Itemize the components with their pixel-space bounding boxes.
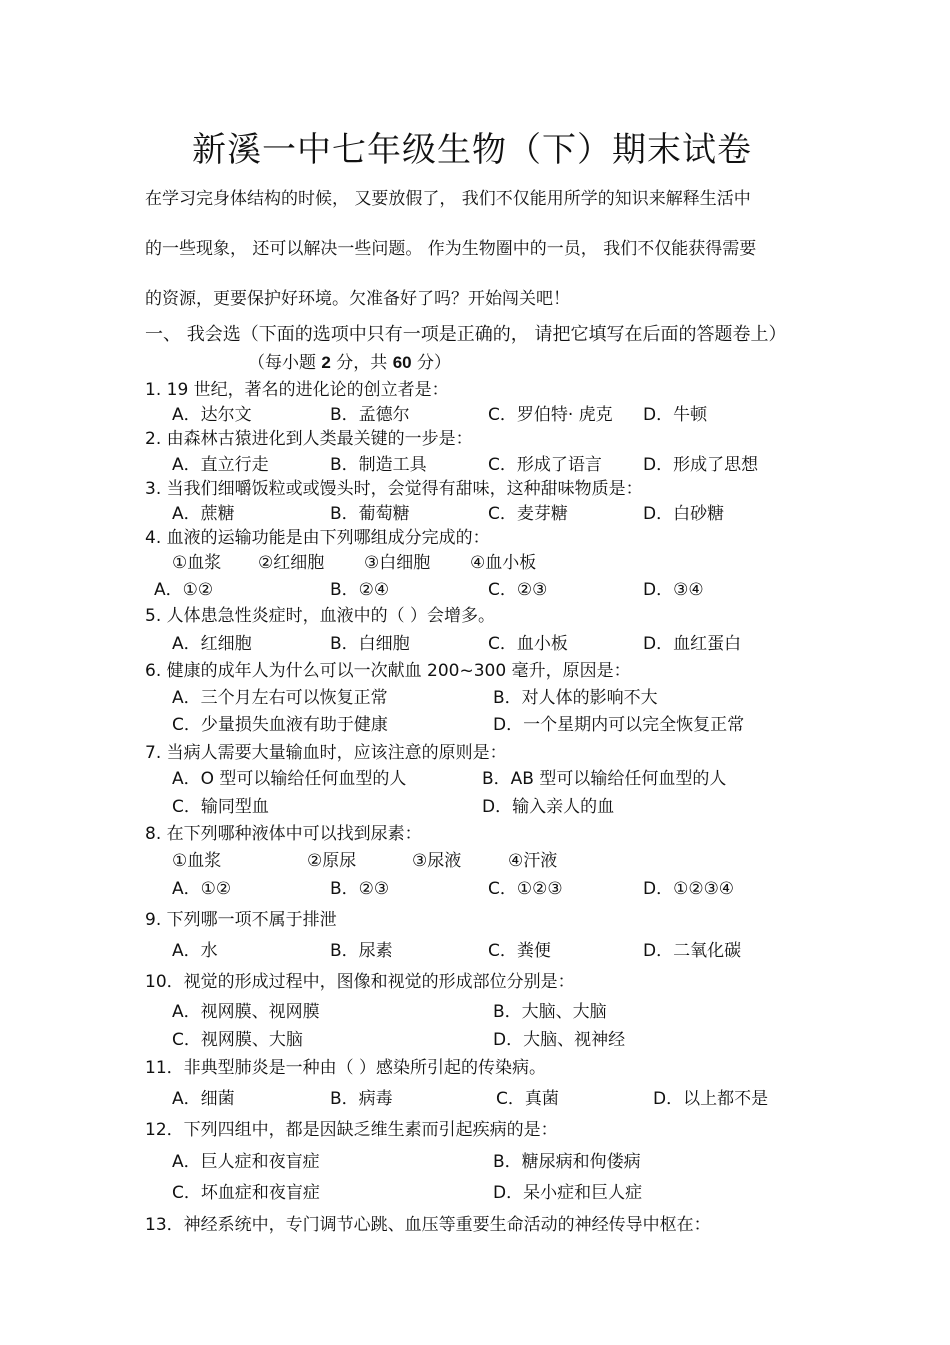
q2-option-b: B．制造工具 [330, 455, 427, 475]
question-10-stem: 10．视觉的形成过程中，图像和视觉的形成部位分别是： [145, 972, 575, 992]
q4-option-d: D．③④ [643, 580, 704, 600]
question-13-stem: 13．神经系统中，专门调节心跳、血压等重要生命活动的神经传导中枢在： [145, 1215, 711, 1235]
q9-option-d: D．二氧化碳 [643, 941, 742, 961]
q1-option-d: D．牛顿 [643, 405, 708, 425]
q4-item-1: ①血浆 [172, 553, 222, 573]
question-11-stem: 11．非典型肺炎是一种由（ ）感染所引起的传染病。 [145, 1058, 547, 1078]
q12-option-d: D．呆小症和巨人症 [493, 1183, 643, 1203]
q8-option-a: A．①② [172, 879, 232, 899]
q3-option-c: C．麦芽糖 [488, 504, 568, 524]
question-7-stem: 7. 当病人需要大量输血时，应该注意的原则是： [145, 743, 507, 763]
q4-item-3: ③白细胞 [364, 553, 431, 573]
intro-line-3: 的资源，更要保护好环境。欠准备好了吗？开始闯关吧！ [145, 289, 570, 309]
question-8-stem: 8. 在下列哪种液体中可以找到尿素： [145, 824, 422, 844]
question-3-stem: 3. 当我们细嚼饭粒或或馒头时，会觉得有甜味，这种甜味物质是： [145, 479, 643, 499]
question-9-stem: 9. 下列哪一项不属于排泄 [145, 910, 337, 930]
q3-option-d: D．白砂糖 [643, 504, 725, 524]
question-6-stem: 6. 健康的成年人为什么可以一次献血 200~300 毫升，原因是： [145, 661, 631, 681]
question-2-stem: 2. 由森林古猿进化到人类最关键的一步是： [145, 429, 473, 449]
q9-option-c: C．粪便 [488, 941, 551, 961]
q8-option-b: B．②③ [330, 879, 390, 899]
section-note: （每小题 2 分，共 60 分） [248, 353, 452, 373]
q10-option-a: A．视网膜、视网膜 [172, 1002, 320, 1022]
intro-line-1: 在学习完身体结构的时候， 又要放假了， 我们不仅能用所学的知识来解释生活中 [145, 189, 751, 209]
q2-option-d: D．形成了思想 [643, 455, 759, 475]
q7-option-a: A．O 型可以输给任何血型的人 [172, 769, 407, 789]
q11-option-b: B．病毒 [330, 1089, 393, 1109]
q2-option-c: C．形成了语言 [488, 455, 602, 475]
q6-option-d: D．一个星期内可以完全恢复正常 [493, 715, 745, 735]
q4-item-4: ④血小板 [470, 553, 537, 573]
question-4-stem: 4. 血液的运输功能是由下列哪组成分完成的： [145, 528, 490, 548]
q12-option-b: B．糖尿病和佝偻病 [493, 1152, 641, 1172]
q8-option-c: C．①②③ [488, 879, 563, 899]
q1-option-c: C．罗伯特· 虎克 [488, 405, 613, 425]
q10-option-d: D．大脑、视神经 [493, 1030, 626, 1050]
question-1-stem: 1. 19 世纪，著名的进化论的创立者是： [145, 380, 449, 400]
q9-option-a: A．水 [172, 941, 218, 961]
q12-option-c: C．坏血症和夜盲症 [172, 1183, 320, 1203]
q8-item-4: ④汗液 [508, 851, 558, 871]
q11-option-c: C．真菌 [496, 1089, 559, 1109]
q10-option-c: C．视网膜、大脑 [172, 1030, 303, 1050]
q4-option-c: C．②③ [488, 580, 548, 600]
intro-line-2: 的一些现象， 还可以解决一些问题。 作为生物圈中的一员， 我们不仅能获得需要 [145, 239, 757, 259]
q6-option-a: A．三个月左右可以恢复正常 [172, 688, 388, 708]
question-5-stem: 5. 人体患急性炎症时，血液中的（ ）会增多。 [145, 606, 496, 626]
q8-item-2: ②原尿 [307, 851, 357, 871]
q12-option-a: A．巨人症和夜盲症 [172, 1152, 320, 1172]
q1-option-a: A．达尔文 [172, 405, 252, 425]
q6-option-b: B．对人体的影响不大 [493, 688, 658, 708]
q11-option-d: D．以上都不是 [653, 1089, 769, 1109]
q10-option-b: B．大脑、大脑 [493, 1002, 607, 1022]
q7-option-c: C．输同型血 [172, 797, 269, 817]
section-heading: 一、 我会选（下面的选项中只有一项是正确的， 请把它填写在后面的答题卷上） [145, 324, 787, 345]
q7-option-b: B．AB 型可以输给任何血型的人 [482, 769, 727, 789]
question-12-stem: 12．下列四组中，都是因缺乏维生素而引起疾病的是： [145, 1120, 558, 1140]
q5-option-d: D．血红蛋白 [643, 634, 742, 654]
q11-option-a: A．细菌 [172, 1089, 235, 1109]
q5-option-c: C．血小板 [488, 634, 568, 654]
q6-option-c: C．少量损失血液有助于健康 [172, 715, 388, 735]
q1-option-b: B．孟德尔 [330, 405, 410, 425]
q8-item-1: ①血浆 [172, 851, 222, 871]
q4-option-a: A．①② [154, 580, 214, 600]
q9-option-b: B．尿素 [330, 941, 393, 961]
q4-option-b: B．②④ [330, 580, 390, 600]
page-title: 新溪一中七年级生物（下）期末试卷 [192, 130, 752, 170]
q2-option-a: A．直立行走 [172, 455, 269, 475]
q5-option-a: A．红细胞 [172, 634, 252, 654]
q3-option-a: A．蔗糖 [172, 504, 235, 524]
q5-option-b: B．白细胞 [330, 634, 410, 654]
q8-item-3: ③尿液 [412, 851, 462, 871]
q3-option-b: B．葡萄糖 [330, 504, 410, 524]
q8-option-d: D．①②③④ [643, 879, 735, 899]
q7-option-d: D．输入亲人的血 [482, 797, 615, 817]
q4-item-2: ②红细胞 [258, 553, 325, 573]
